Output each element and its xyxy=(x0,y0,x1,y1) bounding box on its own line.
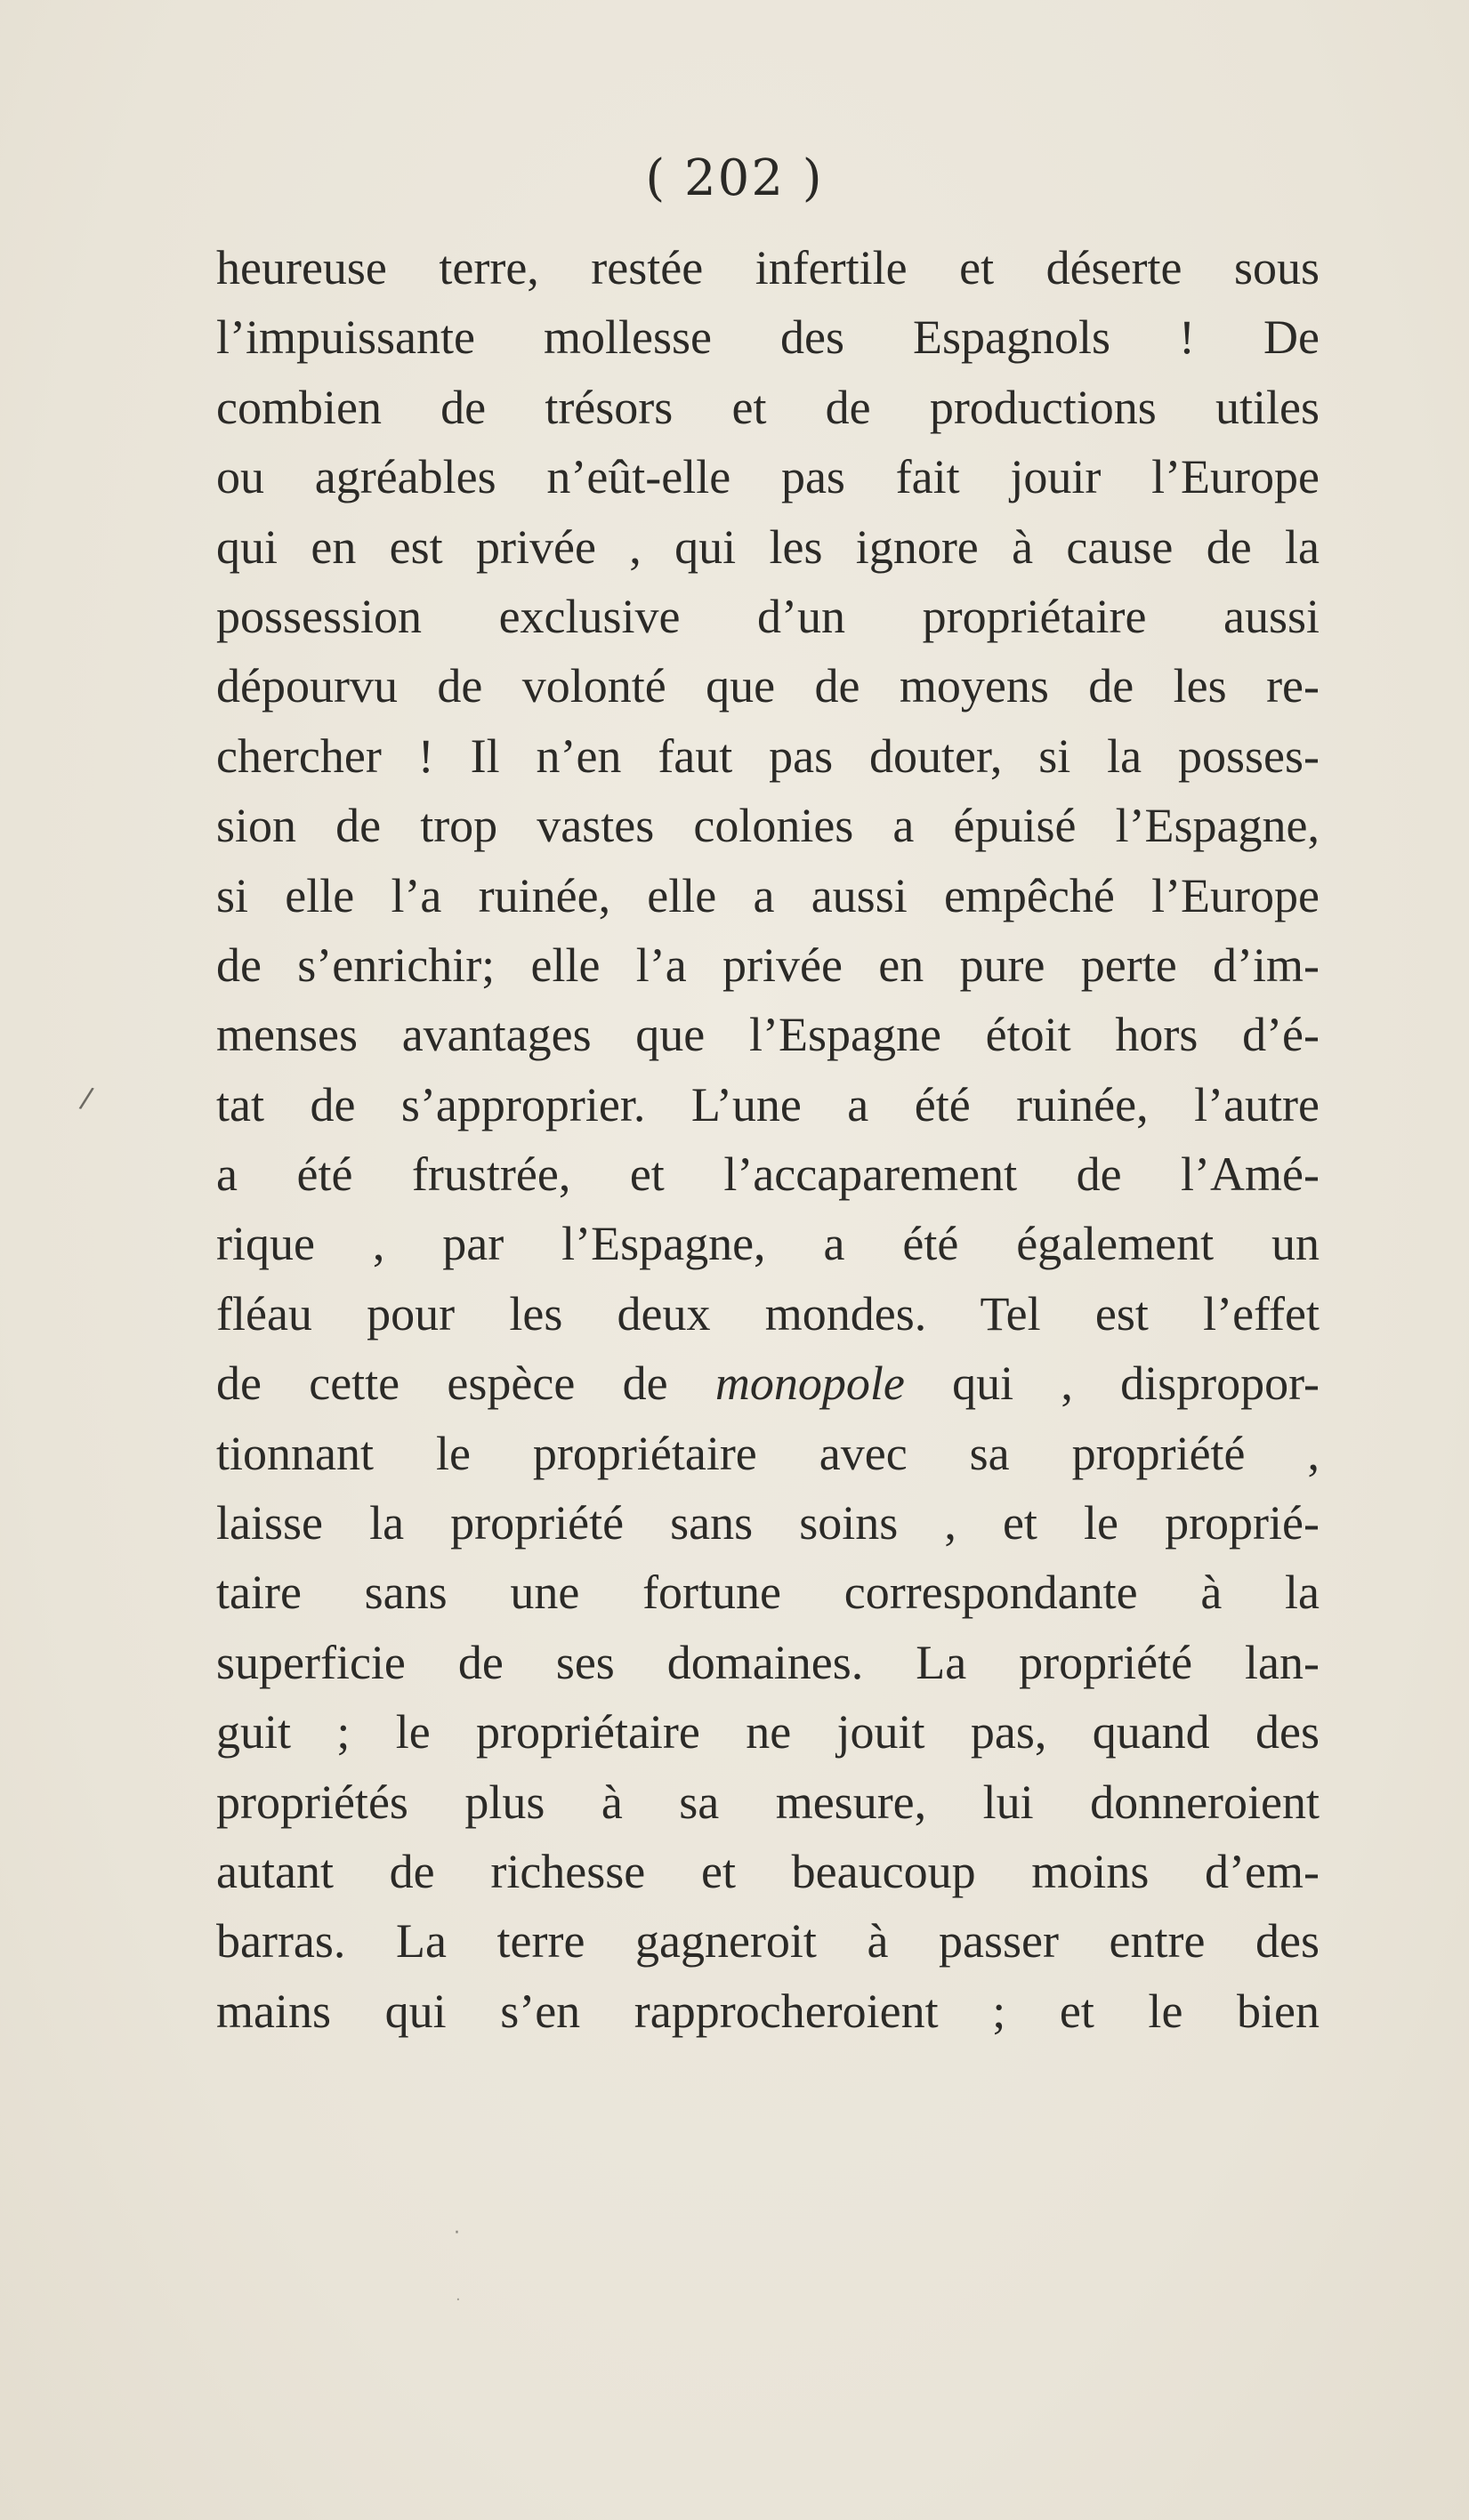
text-line: sion de trop vastes colonies a épuisé l’Espagne, xyxy=(216,799,1320,853)
text-line: ou agréables n’eût-elle pas fait jouir l’Europe xyxy=(216,450,1320,504)
text-line: si elle l’a ruinée, elle a aussi empêché l’Europe xyxy=(216,868,1320,922)
text-line: heureuse terre, restée infertile et déserte sous xyxy=(216,241,1320,294)
line-segment: qui , dispropor- xyxy=(904,1357,1320,1411)
text-line: qui en est privée , qui les ignore à cause de la xyxy=(216,519,1320,574)
body-text xyxy=(216,233,1320,2046)
text-line: chercher ! Il n’en faut pas douter, si la posses- xyxy=(216,729,1320,783)
text-line: mains qui s’en rapprocheroient ; et le bien xyxy=(216,1984,1320,2038)
text-line: dépourvu de volonté que de moyens de les re- xyxy=(216,659,1320,713)
ink-speck: · xyxy=(454,2222,460,2244)
text-line: rique , par l’Espagne, a été également un xyxy=(216,1217,1320,1271)
line-segment: de cette espèce de xyxy=(216,1357,715,1411)
text-line: a été frustrée, et l’accaparement de l’Amé- xyxy=(216,1147,1320,1202)
text-line: fléau pour les deux mondes. Tel est l’effet xyxy=(216,1286,1320,1341)
text-line: propriétés plus à sa mesure, lui donneroient xyxy=(216,1775,1320,1829)
ink-speck: · xyxy=(456,2291,461,2309)
text-line: tionnant le propriétaire avec sa propriété , xyxy=(216,1426,1320,1480)
italic-word-monopole: monopole xyxy=(714,1357,905,1411)
text-line: tat de s’approprier. L’une a été ruinée, l’autre xyxy=(216,1077,1320,1131)
text-line: l’impuissante mollesse des Espagnols ! De xyxy=(216,310,1320,365)
text-line: autant de richesse et beaucoup moins d’em- xyxy=(216,1844,1320,1898)
text-line: superficie de ses domaines. La propriété lan- xyxy=(216,1635,1320,1689)
text-line: possession exclusive d’un propriétaire aussi xyxy=(216,589,1320,643)
margin-mark: / xyxy=(77,1080,96,1115)
text-line: de s’enrichir; elle l’a privée en pure perte d’im- xyxy=(216,938,1320,992)
text-line: taire sans une fortune correspondante à la xyxy=(216,1566,1320,1620)
page-number: ( 202 ) xyxy=(645,149,824,207)
text-line: menses avantages que l’Espagne étoit hors d’é- xyxy=(216,1008,1320,1062)
text-line-monopole xyxy=(216,1349,1320,1418)
text-line: combien de trésors et de productions utiles xyxy=(216,380,1320,434)
text-line: guit ; le propriétaire ne jouit pas, quand des xyxy=(216,1705,1320,1759)
text-line: laisse la propriété sans soins , et le proprié- xyxy=(216,1496,1320,1550)
text-line: barras. La terre gagneroit à passer entre des xyxy=(216,1914,1320,1968)
